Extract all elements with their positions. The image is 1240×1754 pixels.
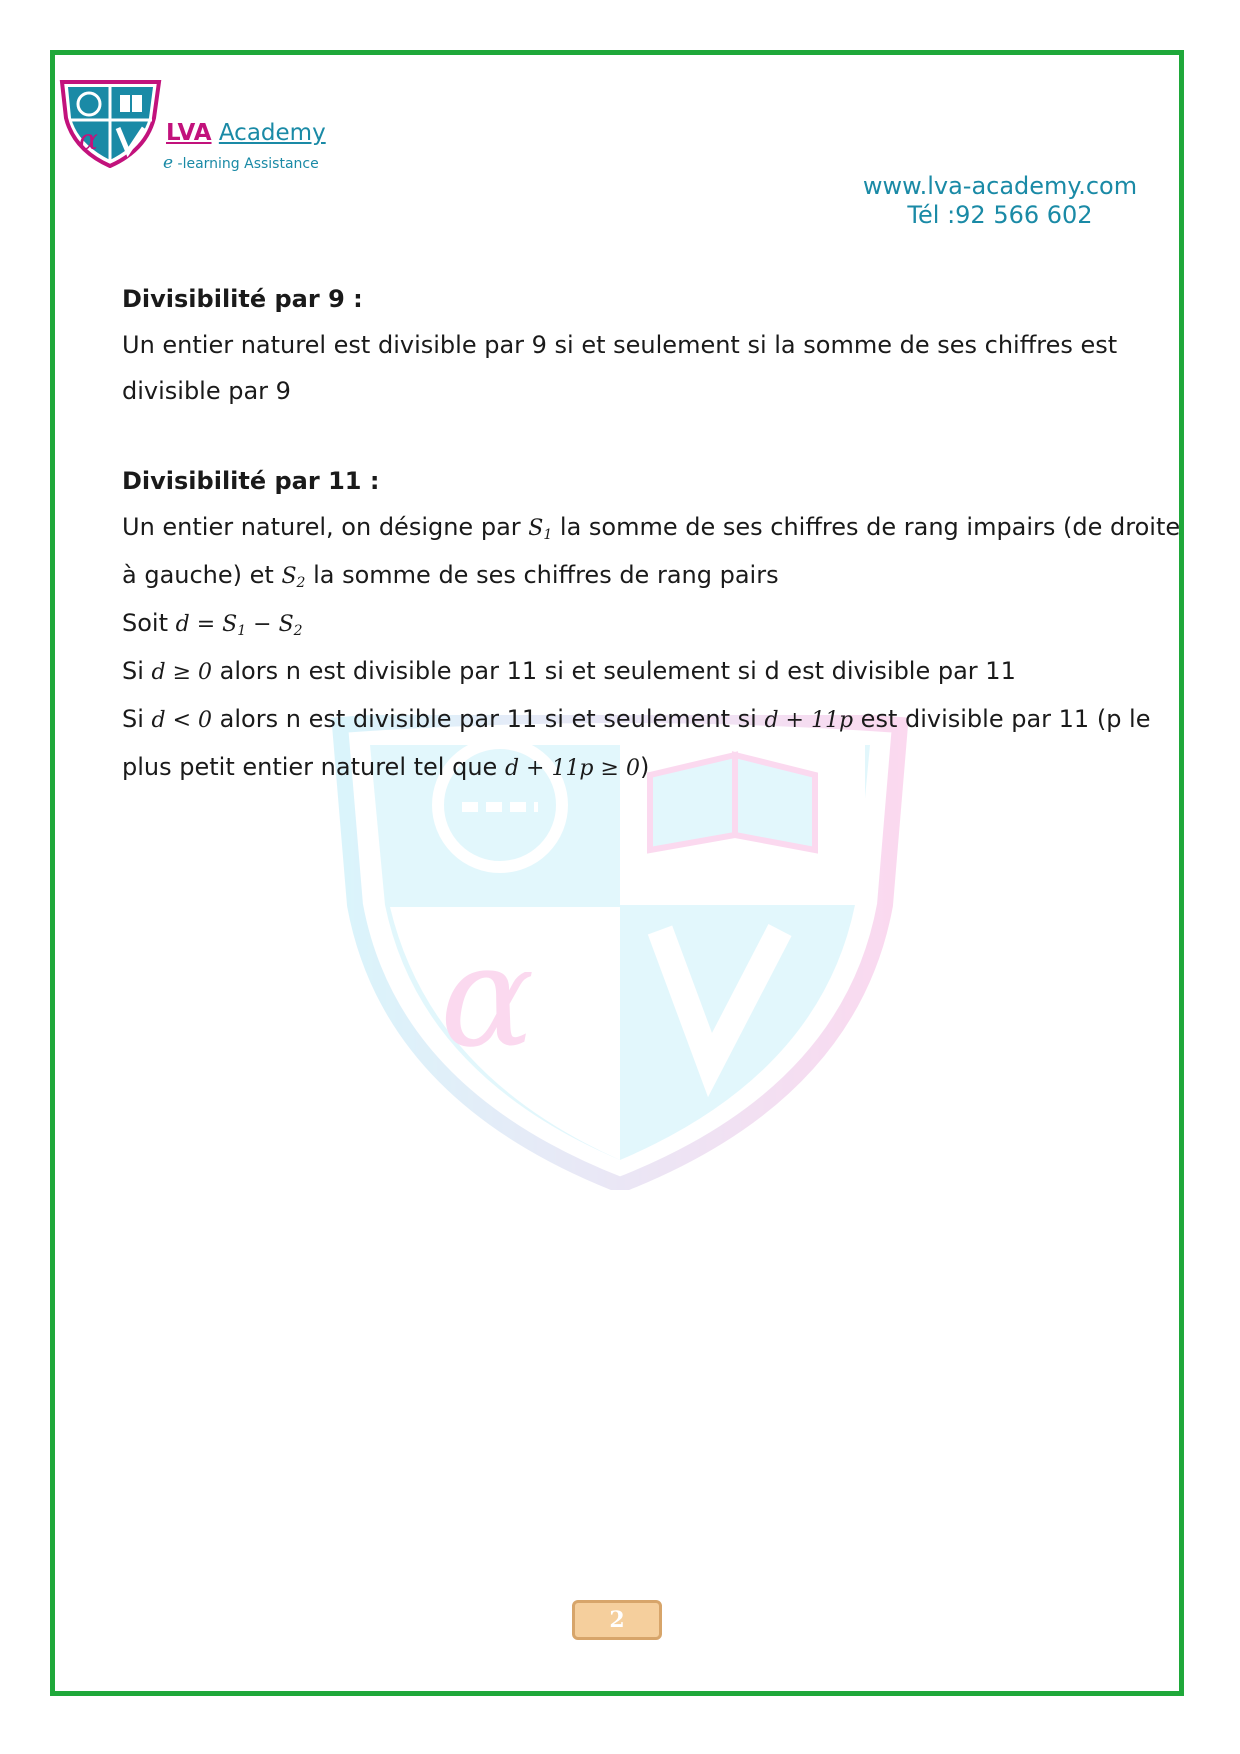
section-title-9: Divisibilité par 9 : <box>122 285 363 313</box>
phone-number: Tél :92 566 602 <box>907 201 1093 229</box>
brand-name <box>166 122 326 145</box>
line-d-negative: Si d < 0 alors n est divisible par 11 si et seulement si d + 11p est divisible par 11 (p le plus petit entier naturel tel que d + 11p ≥ 0) <box>122 705 1151 781</box>
math-s2: $S_2$ <box>281 564 306 591</box>
section-text-9: Un entier naturel est divisible par 9 si et seulement si la somme de ses chiffres est divisible par 9 <box>122 331 1118 405</box>
brand-academy: Academy <box>218 120 326 146</box>
contact-block <box>800 172 1200 230</box>
lva-academy-logo <box>58 78 163 168</box>
math-d-equals: $d = S_1 - S_2$ <box>175 612 303 639</box>
math-d-lt-0: d < 0 <box>151 708 213 733</box>
brand-lva: LVA <box>166 120 212 146</box>
page-number-badge: 2 <box>572 1600 662 1640</box>
paragraph-11-definition: Un entier naturel, on désigne par $S_1$ la somme de ses chiffres de rang impairs (de droite à gauche) et $S_2$ la somme de ses chiffres de rang pairs <box>122 513 1181 591</box>
tagline-e: e <box>163 153 174 173</box>
section-title-11: Divisibilité par 11 : <box>122 467 380 495</box>
line-d-positive: Si d ≥ 0 alors n est divisible par 11 si et seulement si d est divisible par 11 <box>122 657 1016 685</box>
math-d-plus-11p-geq-0: d + 11p ≥ 0 <box>504 756 640 781</box>
website-link[interactable]: www.lva-academy.com <box>862 172 1138 200</box>
brand-tagline <box>163 153 319 173</box>
line-soit: Soit $d = S_1 - S_2$ <box>122 609 303 639</box>
document-body <box>122 276 1182 792</box>
tagline-text: -learning Assistance <box>177 156 319 172</box>
math-s1: $S_1$ <box>528 516 553 543</box>
math-d-geq-0: d ≥ 0 <box>151 660 213 685</box>
math-d-plus-11p: d + 11p <box>764 708 854 733</box>
svg-text:α: α <box>79 123 98 156</box>
svg-text:α: α <box>440 916 535 1079</box>
